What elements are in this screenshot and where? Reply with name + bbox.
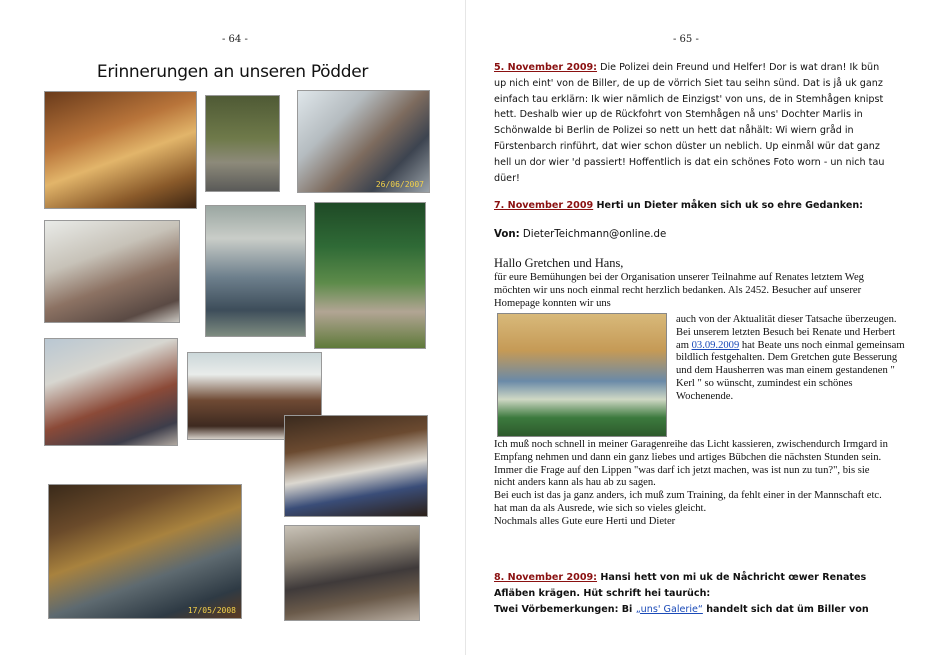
letter-paragraph: für eure Bemühungen bei der Organisation unserer Teilnahme auf Renates letztem Weg möchten wir uns noch einmal recht herzlich bedanken. Als 2452. Besucher auf unserer Homepage konnten wir uns	[494, 272, 864, 309]
photo-porch-sitting	[205, 205, 306, 337]
letter-greeting: Hallo Gretchen und Hans,	[494, 256, 624, 270]
entry-date: 5. November 2009:	[494, 62, 598, 73]
entry-text: handelt sich dat üm Biller von	[702, 603, 869, 615]
photo-dinner-table	[44, 91, 197, 209]
visit-text: Bei unserem letzten Besuch bei Renate und Herbert am	[676, 326, 896, 351]
letter-paragraph: Bei euch ist das ja ganz anders, ich muß zum Training, da fehlt einer in der Mannschaft etc. hat man da als Ausrede, wie sich so vieles gleicht.	[494, 490, 882, 514]
entry-nov-5	[494, 60, 894, 186]
gallery-link[interactable]: „uns' Galerie“	[635, 603, 703, 615]
entry-text: Twei Vörbemerkungen: Bi	[494, 603, 636, 615]
photo-man-in-garden	[314, 202, 426, 349]
photo-visit-table	[497, 313, 667, 437]
entry-nov-7	[494, 198, 904, 214]
letter-closing: Nochmals alles Gute eure Herti und Dieter	[494, 515, 676, 527]
entry-nov-8	[494, 570, 894, 617]
entry-text: Hansi hett von mi uk de Nåchricht œwer Renates Afläben krägen. Hüt schrift hei taurüch:	[494, 572, 867, 599]
photo-garden-walk	[205, 95, 280, 192]
entry-date: 8. November 2009:	[494, 572, 598, 583]
photo-toast-standing	[44, 220, 180, 323]
page-number-right: - 65 -	[673, 34, 699, 45]
photo-house-entrance	[297, 90, 430, 193]
photo-group-outdoors	[284, 525, 420, 621]
visit-text-cont: hat Beate uns noch einmal gemeinsam bildlich festgehalten. Dem Gretchen gute Besserung und dem Hausherren was man einem gestandenen " Kerl " so wünscht, zumindest ein schönes Wochenende.	[676, 339, 905, 402]
photo-group-indoors	[44, 338, 178, 446]
letter-side-text	[676, 314, 908, 404]
page-number-left: - 64 -	[222, 34, 248, 45]
email-from-line	[494, 227, 894, 243]
photo-date-caption: 26/06/2007	[375, 180, 424, 189]
from-email[interactable]: DieterTeichmann@online.de	[522, 229, 667, 240]
photo-men-drinking	[284, 415, 428, 517]
entry-date: 7. November 2009	[494, 200, 594, 211]
letter-paragraph: Ich muß noch schnell in meiner Garagenreihe das Licht kassieren, zwischendurch Irmgard in Empfang nehmen und dann ein ganz liebes und artiges Bübchen die nächsten Stunden sein. Immer die Frage auf den Lippen "was darf ich jetzt machen, was ist nun zu tun?", bis sie nicht anders kann als hau ab zu sagen.	[494, 439, 888, 489]
page-title: Erinnerungen an unseren Pödder	[96, 62, 369, 82]
letter-body	[494, 439, 890, 529]
photo-date-caption: 17/05/2008	[187, 606, 236, 615]
from-label: Von:	[494, 229, 520, 240]
letter-side-visit	[676, 327, 908, 404]
letter-side-line: auch von der Aktualität dieser Tatsache überzeugen.	[676, 314, 897, 325]
entry-text: Die Polizei dein Freund und Helfer! Dor is wat dran! Ik bün up nich eint' von de Biller, de up de vörrich Siet tau seihn sünd. Dat is jå uk ganz einfach tau erklärn: Ik wier nämlich de Einzigst' von uns, de in Stemhågen knipst hett. Deshalb wier up de Rückfohrt von Stemhågen nå uns' Dochter Marlis in Schönwalde bi Berlin de Polizei so nett un hett dat nåhält: Wi wiern gråd in Fürstenbarch rinführt, dat wier schon düster un neblich. Up einmål wür dat ganz hell un dor wier 'd passiert! Hoffentlich is dat ein schönes Foto worn - un nich tau düer!	[494, 62, 885, 184]
photo-pub-evening	[48, 484, 242, 619]
entry-text: Herti un Dieter måken sich uk so ehre Gedanken:	[596, 200, 864, 211]
visit-date-link[interactable]: 03.09.2009	[691, 339, 740, 351]
